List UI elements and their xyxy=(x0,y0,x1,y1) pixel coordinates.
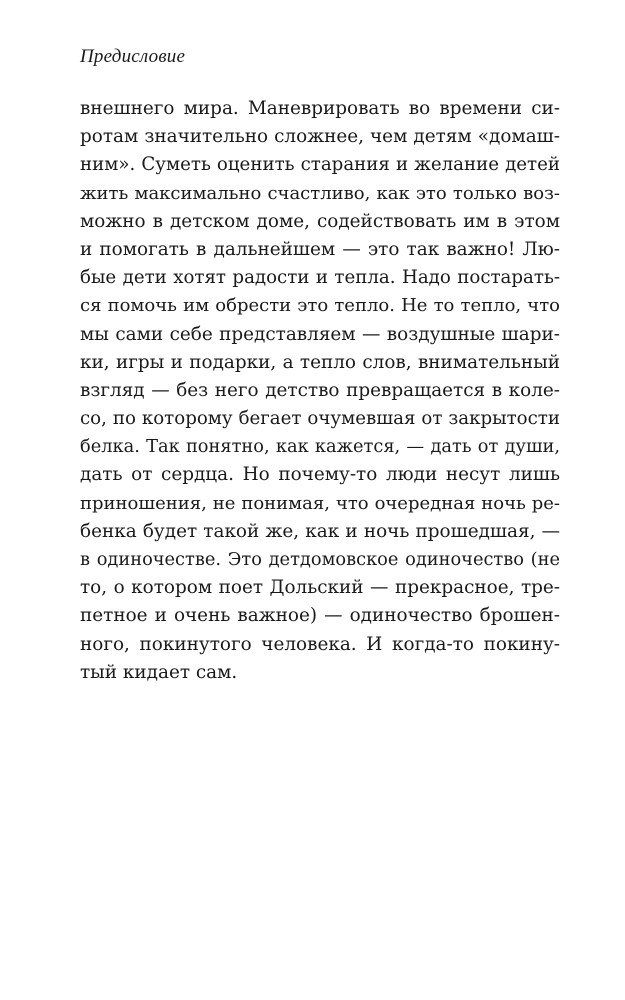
running-head: Предисловие xyxy=(80,46,186,67)
text-line: ся помочь им обрести это тепло. Не то тепло, что xyxy=(80,295,560,317)
text-line: в одиночестве. Это детдомовское одиночество (не xyxy=(80,549,560,570)
text-line: приношения, не понимая, что очередная ночь ре- xyxy=(80,492,560,514)
text-line: жить максимально счастливо, как это только воз- xyxy=(80,182,560,204)
text-line: со, по которому бегает очумевшая от закрытости xyxy=(80,408,560,430)
text-line: бые дети хотят радости и тепла. Надо постарать- xyxy=(80,267,560,289)
text-line: петное и очень важное) — одиночество брошен- xyxy=(80,605,560,627)
text-line: тый кидает сам. xyxy=(80,661,238,683)
body-text xyxy=(80,95,560,687)
text-line: и помогать в дальнейшем — это так важно! Лю- xyxy=(80,238,560,260)
text-line: можно в детском доме, содействовать им в этом xyxy=(80,210,560,232)
text-line: ного, покинутого человека. И когда-то покину- xyxy=(80,633,560,655)
text-line: ротам значительно сложнее, чем детям «домаш- xyxy=(80,126,560,148)
text-line: ки, игры и подарки, а тепло слов, внимательный xyxy=(80,351,560,373)
text-line: белка. Так понятно, как кажется, — дать от души, xyxy=(80,436,560,458)
text-line: внешнего мира. Маневрировать во времени си- xyxy=(80,98,560,119)
text-line: взгляд — без него детство превращается в коле- xyxy=(80,379,560,401)
text-line: то, о котором поет Дольский — прекрасное, тре- xyxy=(80,577,560,599)
text-line: ним». Суметь оценить старания и желание детей xyxy=(80,154,560,176)
text-line: дать от сердца. Но почему-то люди несут лишь xyxy=(80,464,560,486)
text-line: бенка будет такой же, как и ночь прошедшая, — xyxy=(80,520,560,542)
text-line: мы сами себе представляем — воздушные шари- xyxy=(80,323,560,345)
